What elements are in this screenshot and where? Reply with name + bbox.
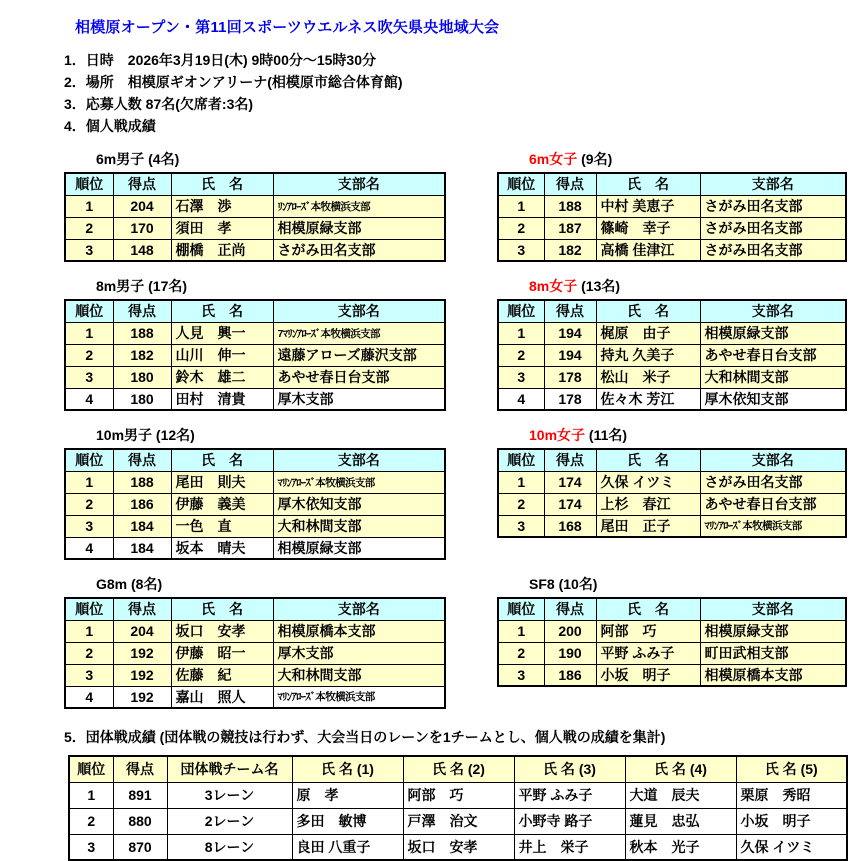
cell: 7ﾏﾘﾝｱﾛｰｽﾞ本牧横浜支部 (273, 322, 445, 344)
individual-results-grid (64, 149, 850, 709)
column-header: 得点 (113, 598, 171, 620)
cell: 久保 イツミ (736, 834, 847, 860)
cell: 8レーン (167, 834, 292, 860)
cell: 194 (544, 344, 596, 366)
table-title-g8m (96, 574, 444, 594)
cell: 鈴木 雄二 (171, 366, 273, 388)
header-row (65, 449, 445, 471)
cell: 良田 八重子 (292, 834, 403, 860)
table-row (498, 515, 846, 537)
table-row (65, 664, 445, 686)
column-header: 支部名 (700, 449, 846, 471)
table-row (498, 493, 846, 515)
cell: 2 (69, 808, 113, 834)
cell: 小坂 明子 (736, 808, 847, 834)
table-row (65, 642, 445, 664)
cell: 大和林間支部 (273, 515, 445, 537)
cell: 2 (65, 642, 113, 664)
cell: 2 (498, 344, 544, 366)
table-title-count: (8名) (131, 576, 163, 592)
cell: 184 (113, 515, 171, 537)
column-header: 得点 (544, 598, 596, 620)
table-title-10m-women (529, 425, 845, 445)
cell: 阿部 巧 (596, 620, 700, 642)
table-title-text: 8m男子 (96, 278, 145, 294)
table-row (65, 217, 445, 239)
column-header: 氏 名 (1) (292, 756, 403, 782)
column-header: 得点 (544, 173, 596, 195)
table-block-8m-women (497, 276, 845, 411)
column-header: 氏 名 (596, 300, 700, 322)
cell: 194 (544, 322, 596, 344)
table-row (498, 217, 846, 239)
table-title-text: G8m (96, 576, 128, 592)
table-row (498, 471, 846, 493)
cell: 田村 清貴 (171, 388, 273, 410)
cell: 戸澤 治文 (403, 808, 514, 834)
cell: 180 (113, 366, 171, 388)
column-header: 順位 (498, 300, 544, 322)
cell: 町田武相支部 (700, 642, 846, 664)
cell: 2 (65, 217, 113, 239)
table-title-text: 8m女子 (529, 278, 578, 294)
cell: 平野 ふみ子 (514, 782, 625, 808)
cell: 久保 イツミ (596, 471, 700, 493)
table-row (65, 620, 445, 642)
cell: あやせ春日台支部 (700, 344, 846, 366)
column-header: 氏 名 (4) (625, 756, 736, 782)
cell: 嘉山 照人 (171, 686, 273, 708)
table-row (65, 388, 445, 410)
cell: 170 (113, 217, 171, 239)
cell: 厚木依知支部 (273, 493, 445, 515)
cell: 相模原橋本支部 (273, 620, 445, 642)
cell: あやせ春日台支部 (273, 366, 445, 388)
cell: 平野 ふみ子 (596, 642, 700, 664)
column-header: 順位 (498, 449, 544, 471)
cell: さがみ田名支部 (273, 239, 445, 261)
cell: 1 (498, 620, 544, 642)
cell: 3 (65, 366, 113, 388)
column-header: 順位 (65, 598, 113, 620)
cell: 梶原 由子 (596, 322, 700, 344)
cell: 大道 辰夫 (625, 782, 736, 808)
cell: 178 (544, 366, 596, 388)
table-row (65, 515, 445, 537)
cell: 人見 興一 (171, 322, 273, 344)
cell: 小野寺 路子 (514, 808, 625, 834)
column-header: 順位 (65, 300, 113, 322)
table-block-8m-men (64, 276, 444, 411)
cell: 伊藤 昭一 (171, 642, 273, 664)
cell: 1 (498, 195, 544, 217)
cell: 坂本 晴夫 (171, 537, 273, 559)
table-row (498, 366, 846, 388)
cell: 2 (498, 493, 544, 515)
cell: 佐藤 紀 (171, 664, 273, 686)
cell: 相模原緑支部 (273, 217, 445, 239)
column-header: 氏 名 (171, 449, 273, 471)
cell: 3レーン (167, 782, 292, 808)
column-header: 氏 名 (171, 598, 273, 620)
table-row (69, 834, 847, 860)
results-table-10m-men (64, 448, 446, 560)
cell: 182 (113, 344, 171, 366)
table-block-g8m (64, 574, 444, 709)
cell: 相模原緑支部 (700, 620, 846, 642)
table-title-count: (11名) (588, 427, 628, 443)
cell: 一色 直 (171, 515, 273, 537)
cell: 伊藤 義美 (171, 493, 273, 515)
cell: 井上 栄子 (514, 834, 625, 860)
cell: 184 (113, 537, 171, 559)
header-row (498, 173, 846, 195)
cell: 3 (498, 664, 544, 686)
column-header: 支部名 (273, 173, 445, 195)
cell: 山川 伸一 (171, 344, 273, 366)
table-row (65, 366, 445, 388)
cell: 厚木支部 (273, 388, 445, 410)
table-title-8m-women (529, 276, 845, 296)
table-title-text: 10m男子 (96, 427, 153, 443)
results-table-6m-women (497, 172, 847, 262)
cell: 4 (65, 537, 113, 559)
results-table-6m-men (64, 172, 446, 262)
cell: 須田 孝 (171, 217, 273, 239)
table-title-text: 10m女子 (529, 427, 586, 443)
column-header: 氏 名 (596, 598, 700, 620)
cell: 2 (498, 642, 544, 664)
table-title-count: (13名) (581, 278, 621, 294)
table-row (498, 388, 846, 410)
table-row (65, 344, 445, 366)
column-header: 順位 (498, 173, 544, 195)
cell: 上杉 春江 (596, 493, 700, 515)
event-info (64, 49, 850, 137)
table-row (498, 195, 846, 217)
table-title-6m-men (96, 149, 444, 169)
header-row (65, 300, 445, 322)
cell: 3 (65, 239, 113, 261)
team-results-heading: 5．団体戦成績 (団体戦の競技は行わず、大会当日のレーンを1チームとし、個人戦の成績を集計) (64, 729, 666, 745)
cell: 厚木依知支部 (700, 388, 846, 410)
table-row (498, 322, 846, 344)
table-row (65, 686, 445, 708)
results-table-g8m (64, 597, 446, 709)
cell: 870 (113, 834, 167, 860)
column-header: 氏 名 (596, 173, 700, 195)
cell: 中村 美恵子 (596, 195, 700, 217)
column-header: 得点 (113, 173, 171, 195)
cell: 188 (113, 322, 171, 344)
cell: 棚橋 正尚 (171, 239, 273, 261)
results-table-8m-women (497, 299, 847, 411)
cell: 182 (544, 239, 596, 261)
table-title-count: (10名) (558, 576, 598, 592)
cell: 尾田 正子 (596, 515, 700, 537)
header-row (498, 300, 846, 322)
table-row (65, 239, 445, 261)
cell: 148 (113, 239, 171, 261)
results-table-8m-men (64, 299, 446, 411)
column-header: 順位 (65, 449, 113, 471)
cell: 持丸 久美子 (596, 344, 700, 366)
table-block-6m-men (64, 149, 444, 262)
cell: 168 (544, 515, 596, 537)
column-header: 氏 名 (5) (736, 756, 847, 782)
table-title-text: 6m男子 (96, 151, 145, 167)
cell: 174 (544, 493, 596, 515)
column-header: 支部名 (273, 449, 445, 471)
cell: さがみ田名支部 (700, 217, 846, 239)
table-row (498, 642, 846, 664)
info-line-place: 2．場所 相模原ギオンアリーナ(相模原市総合体育館) (64, 74, 403, 90)
table-block-10m-women (497, 425, 845, 560)
table-title-6m-women (529, 149, 845, 169)
table-row (498, 664, 846, 686)
cell: 栗原 秀昭 (736, 782, 847, 808)
column-header: 支部名 (273, 598, 445, 620)
cell: 3 (69, 834, 113, 860)
column-header: 支部名 (273, 300, 445, 322)
cell: 高橋 佳津江 (596, 239, 700, 261)
cell: 相模原緑支部 (700, 322, 846, 344)
cell: 178 (544, 388, 596, 410)
cell: 192 (113, 664, 171, 686)
cell: 1 (65, 195, 113, 217)
column-header: 得点 (113, 756, 167, 782)
table-row (65, 493, 445, 515)
table-title-count: (12名) (155, 427, 195, 443)
cell: 3 (65, 515, 113, 537)
results-table-10m-women (497, 448, 847, 538)
info-line-individual-results: 4．個人戦成績 (64, 118, 156, 134)
table-title-8m-men (96, 276, 444, 296)
table-title-10m-men (96, 425, 444, 445)
column-header: 順位 (69, 756, 113, 782)
cell: 原 孝 (292, 782, 403, 808)
cell: 174 (544, 471, 596, 493)
cell: 厚木支部 (273, 642, 445, 664)
cell: 891 (113, 782, 167, 808)
cell: 3 (498, 239, 544, 261)
column-header: 得点 (544, 300, 596, 322)
cell: 阿部 巧 (403, 782, 514, 808)
table-row (498, 620, 846, 642)
cell: 4 (65, 388, 113, 410)
cell: 坂口 安孝 (171, 620, 273, 642)
cell: ﾏﾘﾝｱﾛｰｽﾞ本牧横浜支部 (273, 686, 445, 708)
cell: 186 (544, 664, 596, 686)
cell: 石澤 渉 (171, 195, 273, 217)
column-header: 順位 (498, 598, 544, 620)
column-header: 氏 名 (171, 300, 273, 322)
cell: 坂口 安孝 (403, 834, 514, 860)
table-title-count: (17名) (148, 278, 188, 294)
table-row (65, 537, 445, 559)
table-row (498, 239, 846, 261)
column-header: 支部名 (700, 300, 846, 322)
cell: 2レーン (167, 808, 292, 834)
table-title-text: 6m女子 (529, 151, 578, 167)
column-header: 得点 (544, 449, 596, 471)
cell: 大和林間支部 (700, 366, 846, 388)
cell: 204 (113, 195, 171, 217)
cell: 1 (498, 322, 544, 344)
cell: ﾘﾝｱﾛｰｽﾞ本牧横浜支部 (273, 195, 445, 217)
column-header: 得点 (113, 449, 171, 471)
cell: ﾏﾘﾝｱﾛｰｽﾞ本牧横浜支部 (700, 515, 846, 537)
column-header: 支部名 (700, 173, 846, 195)
cell: 192 (113, 686, 171, 708)
header-row (65, 598, 445, 620)
info-line-date: 1．日時 2026年3月19日(木) 9時00分～15時30分 (64, 52, 377, 68)
cell: 188 (544, 195, 596, 217)
cell: 3 (65, 664, 113, 686)
cell: 篠崎 幸子 (596, 217, 700, 239)
cell: 蓮見 忠弘 (625, 808, 736, 834)
cell: 1 (498, 471, 544, 493)
cell: 192 (113, 642, 171, 664)
cell: 尾田 則夫 (171, 471, 273, 493)
cell: 相模原緑支部 (273, 537, 445, 559)
column-header: 氏 名 (2) (403, 756, 514, 782)
cell: 1 (65, 620, 113, 642)
column-header: 氏 名 (3) (514, 756, 625, 782)
cell: 小坂 明子 (596, 664, 700, 686)
cell: さがみ田名支部 (700, 195, 846, 217)
cell: 200 (544, 620, 596, 642)
table-block-sf8 (497, 574, 845, 709)
cell: 880 (113, 808, 167, 834)
team-results-table (68, 755, 848, 861)
cell: 2 (65, 493, 113, 515)
table-row (69, 782, 847, 808)
table-title-count: (4名) (148, 151, 180, 167)
cell: 187 (544, 217, 596, 239)
table-block-10m-men (64, 425, 444, 560)
column-header: 氏 名 (171, 173, 273, 195)
cell: 4 (65, 686, 113, 708)
cell: 2 (498, 217, 544, 239)
header-row (65, 173, 445, 195)
header-row (498, 598, 846, 620)
column-header: 順位 (65, 173, 113, 195)
page-title: 相模原オープン・第11回スポーツウエルネス吹矢県央地域大会 (75, 19, 500, 36)
table-title-sf8 (529, 574, 845, 594)
cell: 相模原橋本支部 (700, 664, 846, 686)
table-row (69, 808, 847, 834)
cell: ﾏﾘﾝｱﾛｰｽﾞ本牧横浜支部 (273, 471, 445, 493)
cell: 186 (113, 493, 171, 515)
table-title-count: (9名) (581, 151, 613, 167)
cell: 佐々木 芳江 (596, 388, 700, 410)
cell: 秋本 光子 (625, 834, 736, 860)
table-title-text: SF8 (529, 576, 555, 592)
cell: 大和林間支部 (273, 664, 445, 686)
header-row (498, 449, 846, 471)
cell: 188 (113, 471, 171, 493)
column-header: 支部名 (700, 598, 846, 620)
cell: 1 (65, 322, 113, 344)
column-header: 得点 (113, 300, 171, 322)
cell: 190 (544, 642, 596, 664)
cell: あやせ春日台支部 (700, 493, 846, 515)
cell: 3 (498, 515, 544, 537)
header-row (69, 756, 847, 782)
cell: 2 (65, 344, 113, 366)
column-header: 氏 名 (596, 449, 700, 471)
cell: 遠藤アローズ藤沢支部 (273, 344, 445, 366)
cell: 3 (498, 366, 544, 388)
cell: さがみ田名支部 (700, 239, 846, 261)
table-row (498, 344, 846, 366)
table-row (65, 471, 445, 493)
cell: 1 (65, 471, 113, 493)
cell: 多田 敏博 (292, 808, 403, 834)
cell: 松山 米子 (596, 366, 700, 388)
info-line-entries: 3．応募人数 87名(欠席者:3名) (64, 96, 254, 112)
cell: 1 (69, 782, 113, 808)
table-row (65, 322, 445, 344)
cell: 204 (113, 620, 171, 642)
table-block-6m-women (497, 149, 845, 262)
results-table-sf8 (497, 597, 847, 687)
table-row (65, 195, 445, 217)
column-header: 団体戦チーム名 (167, 756, 292, 782)
cell: さがみ田名支部 (700, 471, 846, 493)
cell: 4 (498, 388, 544, 410)
cell: 180 (113, 388, 171, 410)
